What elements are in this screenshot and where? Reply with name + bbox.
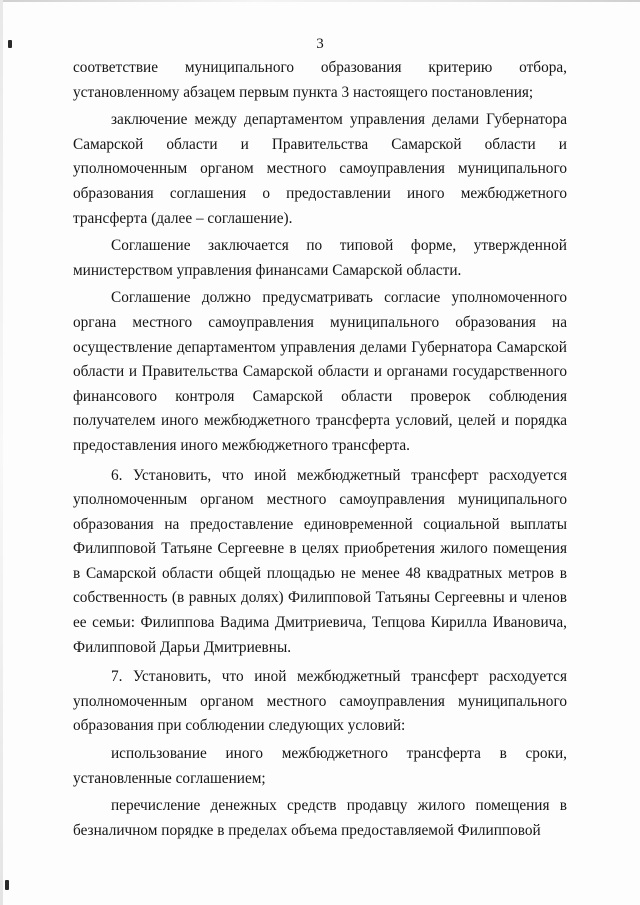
paragraph-audit-consent: Соглашение должно предусматривать согласие уполномоченного органа местного самоуправления муниципального образования на осуществление департаментом управления делами Губернатора Самарской области и Правительства Самарской области и органами государственного финансового контроля Самарской области проверок соблюдения получателем иного межбюджетного трансферта условий, целей и порядка предоставления иного межбюджетного трансферта. (73, 289, 567, 454)
scan-edge-top (0, 0, 640, 2)
paragraph-usage-deadline: использование иного межбюджетного трансферта в сроки, установленные соглашением; (73, 745, 567, 787)
paragraph-item-7: 7. Установить, что иной межбюджетный трансферт расходуется уполномоченным органом местного самоуправления муниципального образования при соблюдении следующих условий: (73, 668, 567, 735)
page-number: 3 (316, 36, 324, 52)
paragraph-standard-form: Соглашение заключается по типовой форме, утвержденной министерством управления финансами Самарской области. (73, 237, 567, 279)
document-body (73, 56, 567, 846)
paragraph-criteria-continuation: соответствие муниципального образования критерию отбора, установленному абзацем первым пункта 3 настоящего постановления; (73, 59, 567, 101)
paragraph-item-6: 6. Установить, что иной межбюджетный трансферт расходуется уполномоченным органом местного самоуправления муниципального образования на предоставление единовременной социальной выплаты Филипповой Татьяне Сергеевне в целях приобретения жилого помещения в Самарской области общей площадью не менее 48 квадратных метров в собственность (в равных долях) Филипповой Татьяны Сергеевны и членов ее семьи: Филиппова Вадима Дмитриевича, Тепцова Кирилла Ивановича, Филипповой Дарьи Дмитриевны. (73, 466, 567, 656)
paragraph-payment-transfer: перечисление денежных средств продавцу жилого помещения в безналичном порядке в пределах объема предоставляемой Филипповой (73, 797, 567, 839)
paragraph-agreement-conclusion: заключение между департаментом управления делами Губернатора Самарской области и Правительства Самарской области и уполномоченным органом местного самоуправления муниципального образования соглашения о предоставлении иного межбюджетного трансферта (далее – соглашение). (73, 111, 567, 227)
scan-edge-left (0, 0, 3, 905)
scan-artifact-mark (5, 880, 9, 890)
